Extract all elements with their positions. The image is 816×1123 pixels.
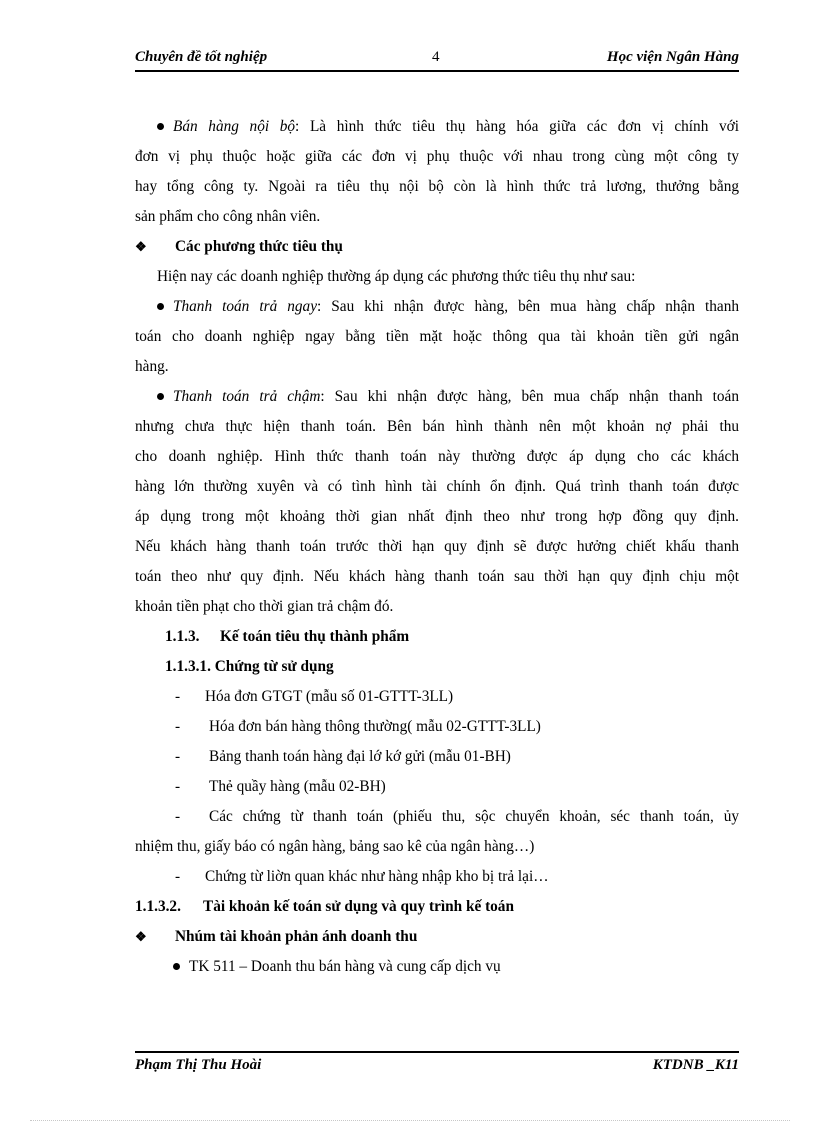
paragraph-line: Thanh toán trả chậm: Sau khi nhận được hàng, bên mua chấp nhận thanh toán — [135, 382, 739, 412]
diamond-bullet-icon: ❖ — [135, 239, 147, 254]
header-title: Chuyên đề tốt nghiệp — [135, 49, 268, 65]
paragraph-line: đơn vị phụ thuộc hoặc giữa các đơn vị phụ thuộc với nhau trong cùng một công ty — [135, 148, 739, 165]
paragraph-line: Nếu khách hàng thanh toán trước thời hạn quy định sẽ được hưởng chiết khấu thanh — [135, 538, 739, 555]
paragraph-line: Hiện nay các doanh nghiệp thường áp dụng các phương thức tiêu thụ như sau: — [157, 268, 636, 285]
class-code: KTDNB _K11 — [652, 1057, 739, 1073]
page-header — [135, 46, 739, 72]
list-item: - Các chứng từ thanh toán (phiếu thu, sộc chuyển khoản, séc thanh toán, ủy — [175, 808, 739, 825]
list-item: - Bảng thanh toán hàng đại lớ kớ gửi (mẫu 01-BH) — [175, 748, 511, 765]
paragraph-line: nhưng chưa thực hiện thanh toán. Bên bán hình thành nên một khoản nợ phải thu — [135, 418, 739, 435]
term-thanh-toan-tra-ngay: Thanh toán trả ngay — [173, 298, 317, 315]
paragraph-line: hàng lớn thường xuyên và có tình hình tài chính ổn định. Quá trình thanh toán được — [135, 478, 739, 495]
header-institution: Học viện Ngân Hàng — [606, 49, 739, 65]
section-heading-account-group: ❖ Nhúm tài khoản phản ánh doanh thu — [135, 922, 739, 952]
page-number: 4 — [432, 49, 440, 65]
paragraph-line: Thanh toán trả ngay: Sau khi nhận được hàng, bên mua hàng chấp nhận thanh — [135, 292, 739, 322]
bullet-icon — [157, 303, 164, 310]
section-heading-1-1-3-2: 1.1.3.2. Tài khoản kế toán sử dụng và quy trình kế toán — [135, 898, 514, 915]
paragraph-line: toán theo như quy định. Nếu khách hàng thanh toán sau thời hạn quy định chịu một — [135, 568, 739, 585]
paragraph-line: cho doanh nghiệp. Hình thức thanh toán này thường được áp dụng cho các khách — [135, 448, 739, 465]
term-ban-hang-noi-bo: Bán hàng nội bộ — [173, 118, 296, 135]
list-item: - Chứng từ liờn quan khác như hàng nhập kho bị trả lại… — [175, 868, 549, 885]
document-body — [135, 112, 739, 982]
diamond-bullet-icon: ❖ — [135, 929, 147, 944]
paragraph-line: áp dụng trong một khoảng thời gian nhất định theo như trong hợp đồng quy định. — [135, 508, 739, 525]
term-thanh-toan-tra-cham: Thanh toán trả chậm — [173, 388, 321, 405]
section-heading-1-1-3: 1.1.3. Kế toán tiêu thụ thành phẩm — [165, 628, 410, 645]
page-bottom-dotted-rule — [30, 1120, 790, 1121]
bullet-icon — [173, 963, 180, 970]
list-item: TK 511 – Doanh thu bán hàng và cung cấp dịch vụ — [135, 952, 739, 982]
bullet-icon — [157, 123, 164, 130]
paragraph-line: hàng. — [135, 358, 169, 375]
author-name: Phạm Thị Thu Hoài — [135, 1057, 262, 1073]
list-item: - Hóa đơn GTGT (mẫu số 01-GTTT-3LL) — [175, 688, 454, 705]
paragraph-line: toán cho doanh nghiệp ngay bằng tiền mặt hoặc thông qua tài khoản tiền gửi ngân — [135, 328, 739, 345]
list-item: - Thẻ quầy hàng (mẫu 02-BH) — [175, 778, 386, 795]
page-footer — [135, 1051, 739, 1077]
paragraph-line: sản phẩm cho công nhân viên. — [135, 208, 321, 225]
paragraph-line: khoản tiền phạt cho thời gian trả chậm đó. — [135, 598, 394, 615]
paragraph-line: Bán hàng nội bộ: Là hình thức tiêu thụ hàng hóa giữa các đơn vị chính với — [135, 112, 739, 142]
list-item-continuation: nhiệm thu, giấy báo có ngân hàng, bảng sao kê của ngân hàng…) — [135, 838, 535, 855]
list-item: - Hóa đơn bán hàng thông thường( mẫu 02-GTTT-3LL) — [175, 718, 541, 735]
section-heading-methods: ❖ Các phương thức tiêu thụ — [135, 232, 739, 262]
section-heading-1-1-3-1: 1.1.3.1. Chứng từ sử dụng — [165, 658, 334, 675]
bullet-icon — [157, 393, 164, 400]
paragraph-line: hay tổng công ty. Ngoài ra tiêu thụ nội bộ còn là hình thức trả lương, thưởng bằng — [135, 178, 739, 195]
